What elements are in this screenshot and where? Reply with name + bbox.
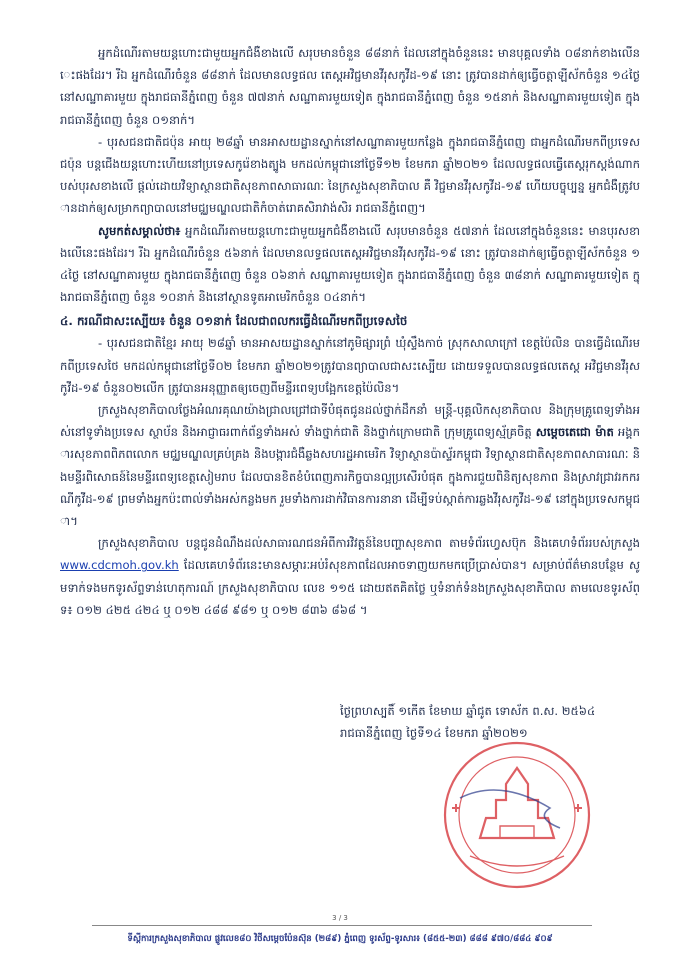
footer-divider (92, 925, 592, 926)
city-date: រាជធានីភ្នំពេញ ថ្ងៃទី១៤ ខែមករា ឆ្នាំ២០២១ (340, 726, 528, 740)
paragraph-case-japanese: - បុរសជនជាតិជប៉ុន អាយុ ២៨ឆ្នាំ មានអាសយដ្ឋានស្នាក់នៅសណ្ឋាគារមួយកន្លែង ក្នុងរាជធានីភ្នំពេញ ជាអ្នកដំណើរមកពីប្រទេសជប៉ុន បន្តជើងយន្តហោះហើយនៅប្រទេសកូរ៉េខាងត្បូង មកដល់កម្ពុជានៅថ្ងៃទី១២ ខែមករា ឆ្នាំ២០២១ ដែលលទ្ធផលធ្វើតេស្តរុកស្តង់ណាកបស់បុរសខាងលើ ផ្ដល់ដោយវិទ្យាស្ថានជាតិសុខភាពសាធារណៈ នៃក្រសួងសុខាភិបាល គឺ វិជ្ជមានវីរុសកូវីដ-១៩ ហើយបច្ចុប្បន្ន អ្នកជំងឺត្រូវបានដាក់ឲ្យសម្រាកព្យាបាលនៅមជ្ឈមណ្ឌលជាតិកំចាត់រោគសិរាវាង់សិរ រាជធានីភ្នំពេញ។ (60, 134, 640, 216)
section-heading-recovered: ៤. ករណីជាសះស្បើយ៖ ចំនួន ០១នាក់ ដែលជាពលករធ្វើដំណើរមកពីប្រទេសថៃ (60, 314, 408, 329)
page-number: 3 / 3 (332, 914, 348, 922)
contact-tail: ដែលគេហទំព័រនេះមានសម្ភារៈអប់រំសុខភាពដែលអាចទាញយកមកប្រើប្រាស់បាន។ សម្រាប់ព័ត៌មានបន្ថែម សូមទាក់ទងមកទូរស័ព្ទទាន់ហេតុការណ៍ ក្រសួងសុខាភិបាល លេខ ១១៥ ដោយឥតគិតថ្លៃ ឬទំនាក់ទំនងក្រសួងសុខាភិបាល តាមលេខទូរស័ព្ទ៖ ០១២ ៤២៥ ៤២៤ ឬ ០១២ ៤៨៨ ៩៨១ ឬ ០១២ ៨៣៦ ៨៦៨ ។ (60, 558, 640, 617)
note-text: អ្នកដំណើរតាមយន្តហោះជាមួយអ្នកជំងឺខាងលើ សរុបមានចំនួន ៥៧នាក់ ដែលនៅក្នុងចំនួននេះ មានបុរសខាងលើនេះផងដែរ។ រីឯ អ្នកដំណើរចំនួន ៥៦នាក់ ដែលមានលទ្ធផលតេស្តអវិជ្ជមានវីរុសកូវីដ-១៩ នោះ ត្រូវបានដាក់ឲ្យធ្វើចត្តាឡីស័កចំនួន ១៤ថ្ងៃ នៅសណ្ឋាគារមួយ ក្នុងរាជធានីភ្នំពេញ ចំនួន ០៦នាក់ សណ្ឋាគារមួយទៀត ក្នុងរាជធានីភ្នំពេញ ចំនួន ៣៨នាក់ សណ្ឋាគារមួយទៀត ក្នុងរាជធានីភ្នំពេញ ចំនួន ១០នាក់ និងនៅស្ថានទូតអាមេរិកចំនួន ០៤នាក់។ (60, 223, 640, 305)
paragraph-thanks (60, 399, 640, 532)
thanks-bold: សម្តេចតេជោ ម៉ាត (535, 425, 614, 440)
paragraph-contact (60, 532, 640, 621)
paragraph-note (60, 220, 640, 309)
lunar-date: ថ្ងៃព្រហស្បតិ៍ ១កើត ខែមាឃ ឆ្នាំជូត ទោស័ក ព.ស. ២៥៦៤ (340, 704, 596, 718)
paragraph-passengers-1: អ្នកដំណើរតាមយន្តហោះជាមួយអ្នកជំងឺខាងលើ សរុបមានចំនួន ៨៨នាក់ ដែលនៅក្នុងចំនួននេះ មានបុគ្គលទាំង ០៨នាក់ខាងលើនេះផងដែរ។ រីឯ អ្នកដំណើរចំនួន ៨៨នាក់ ដែលមានលទ្ធផល តេស្តអវិជ្ជមានវីរុសកូវីដ-១៩ នោះ ត្រូវបានដាក់ឲ្យធ្វើចត្តាឡីស័កចំនួន ១៤ថ្ងៃ នៅសណ្ឋាគារមួយ ក្នុងរាជធានីភ្នំពេញ ចំនួន ៧៧នាក់ សណ្ឋាគារមួយទៀត ក្នុងរាជធានីភ្នំពេញ ចំនួន ១៥នាក់ និងសណ្ឋាគារមួយទៀត ក្នុងរាជធានីភ្នំពេញ ចំនួន ០១នាក់។ (60, 46, 640, 127)
footer-address: ទីស្តីការក្រសួងសុខាភិបាល ផ្លូវលេខ៨០ វិថីសម្តេចប៉ែនស៊ុន (២៨៩) ភ្នំពេញ ទូរស័ព្ទ-ទូរសារ៖ (៨៥៥-២៣) ៨៨៨ ៩៧០/៨៨៤ ៩០៩ (127, 934, 553, 944)
thanks-tail: អង្គការសុខភាពពិភពលោក មជ្ឈមណ្ឌលគ្រប់គ្រង និងបង្ការជំងឺឆ្លងសហរដ្ឋអាមេរិក វិទ្យាស្ថានប៉ាស្ទ័រកម្ពុជា វិទ្យាស្ថានជាតិសុខភាពសាធារណៈ និងមន្ទីរពិសោធន៍នៃមន្ទីរពេទ្យខេត្តសៀមរាប ដែលបានខិតខំបំពេញភារកិច្ចបានល្អប្រសើរបំផុត ក្នុងការជួយពិនិត្យសុខភាព និងស្រាវជ្រាវរកករណីកូវីដ-១៩ ព្រមទាំងអ្នកប៉ះពាល់ទាំងអស់កន្លងមក រួមទាំងការដាក់វិធានការនានា ដើម្បីទប់ស្កាត់ការឆ្លងវីរុសកូវីដ-១៩ នៅក្នុងប្រទេសកម្ពុជា។ (60, 425, 640, 529)
note-lead: សូមកត់សម្គាល់ថា៖ (98, 223, 181, 238)
paragraph-recovered-case: - បុរសជនជាតិខ្មែរ អាយុ ២៨ឆ្នាំ មានអាសយដ្ឋានស្នាក់នៅភូមិផ្សារព្រំ ឃុំស្ទឹងកាច់ ស្រុកសាលាក្រៅ ខេត្តប៉ៃលិន បានធ្វើដំណើរមកពីប្រទេសថៃ មកដល់កម្ពុជានៅថ្ងៃទី០២ ខែមករា ឆ្នាំ២០២១ត្រូវបានព្យាបាលជាសះស្បើយ ដោយទទួលបានលទ្ធផលតេស្ត អវិជ្ជមានវីរុសកូវីដ-១៩ ចំនួន០២លើក ត្រូវបានអនុញ្ញាតឲ្យចេញពីមន្ទីរពេទ្យបង្អែកខេត្តប៉ៃលិន។ (60, 336, 640, 395)
thanks-text: ក្រសួងសុខាភិបាលថ្លែងអំណរគុណយ៉ាងជ្រាលជ្រៅជាទីបំផុតជូនដល់ថ្នាក់ដឹកនាំ មន្ត្រី-បុគ្គលិកសុខាភិបាល និងក្រុមគ្រូពេទ្យទាំងអស់នៅទូទាំងប្រទេស ស្ថាប័ន និងអាជ្ញាធរពាក់ព័ន្ធទាំងអស់ ទាំងថ្នាក់ជាតិ និងថ្នាក់ក្រោមជាតិ ក្រុមគ្រូពេទ្យស្ម័គ្រចិត្ត (60, 403, 640, 440)
document-body (60, 42, 640, 621)
website-link[interactable]: www.cdcmoh.gov.kh (60, 558, 179, 573)
official-seal-stamp (440, 738, 595, 893)
contact-text: ក្រសួងសុខាភិបាល បន្តជូនដំណឹងដល់សាធារណជនអំពីការវិវត្តន៍នៃបញ្ហាសុខភាព តាមទំព័រហ្វេសប៊ុក និងគេហទំព័ររបស់ក្រសួង (98, 536, 640, 551)
